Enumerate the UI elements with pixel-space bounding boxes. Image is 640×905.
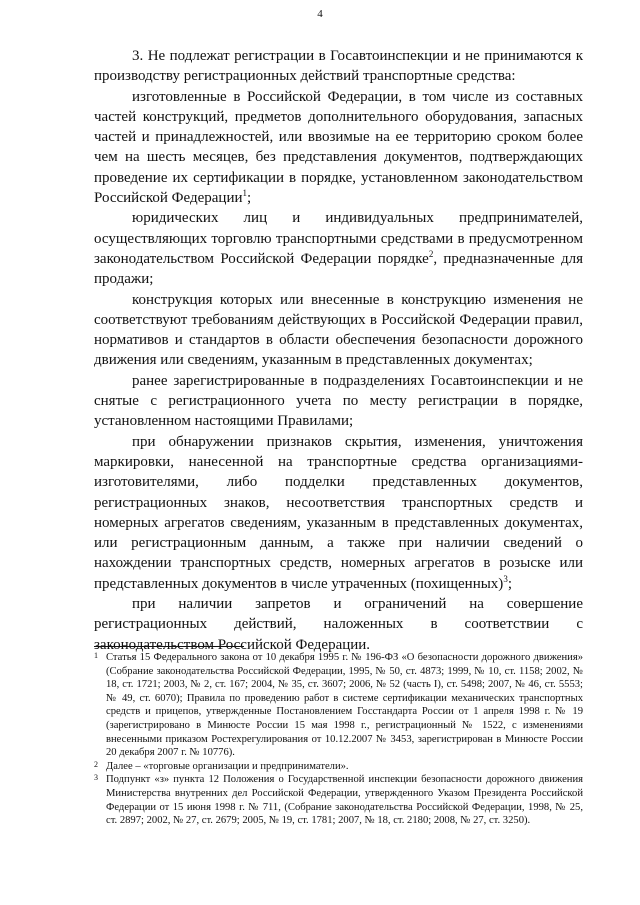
paragraph-5 [94, 371, 583, 432]
paragraph-1 [94, 46, 583, 87]
footnote-ref-2[interactable]: 2 [428, 248, 434, 259]
footnote-1 [94, 651, 583, 760]
footnote-divider [94, 646, 244, 647]
paragraph-text: ранее зарегистрированные в подразделениях Госавтоинспекции и не снятые с регистрационного учета по месту регистрации в порядке, установленном настоящими Правилами; [94, 372, 583, 430]
paragraph-tail: ; [247, 190, 252, 207]
paragraph-2 [94, 87, 583, 209]
paragraph-6 [94, 432, 583, 594]
paragraph-tail: ; [507, 575, 512, 592]
footnote-text: Подпункт «з» пункта 12 Положения о Государственной инспекции безопасности дорожного движения Министерства внутренних дел Российской Федерации, утвержденного Указом Президента Российской Федерации от 15 июня 1998 г. № 711, (Собрание законодательства Российской Федерации, 1998, № 25, ст. 2897; 2002, № 27, ст. 2679; 2005, № 19, ст. 1781; 2007, № 18, ст. 2180; 2008, № 27, ст. 3250). [106, 774, 583, 827]
main-text [94, 46, 583, 655]
footnotes [94, 651, 583, 828]
paragraph-text: юридических лиц и индивидуальных предпринимателей, осуществляющих торговлю транспортными средствами в предусмотренном законодательством Российской Федерации порядке [94, 210, 583, 267]
footnote-3 [94, 773, 583, 827]
page-number: 4 [317, 8, 323, 20]
footnote-ref-3[interactable]: 3 [503, 573, 508, 584]
paragraph-text: при обнаружении признаков скрытия, изменения, уничтожения маркировки, нанесенной на транспортные средства организациями-изготовителями, либо подделки представленных документов, регистрационных знаков, несоответствия транспортных средств и номерных агрегатов сведениям, указанным в представленных документах, или регистрационным данным, а также при наличии сведений о нахождении транспортных средств, номерных агрегатов в розыске или представленных документов в числе утраченных (похищенных) [94, 433, 583, 592]
footnote-text: Статья 15 Федерального закона от 10 декабря 1995 г. № 196-ФЗ «О безопасности дорожного движения» (Собрание законодательства Российской Федерации, 1995, № 50, ст. 4873; 1999, № 10, ст. 1158; 2002, № 18, ст. 1721; 2003, № 2, ст. 167; 2004, № 35, ст. 3607; 2006, № 52 (часть I), ст. 5498; 2007, № 46, ст. 5553; № 49, ст. 6070); Правила по проведению работ в системе сертификации механических транспортных средств и прицепов, утвержденные Постановлением Госстандарта России от 1 апреля 1998 г. № 19 (зарегистрировано в Минюсте России 15 мая 1998 г., регистрационный № 1522, с изменениями внесенными приказом Ростехрегулирования от 10.12.2007 № 3453, зарегистрирован в Минюсте России 20 декабря 2007 г. № 10776). [106, 652, 583, 759]
footnote-ref-1[interactable]: 1 [242, 188, 248, 199]
footnote-mark: 1 [94, 651, 98, 660]
footnote-mark: 2 [94, 759, 98, 769]
paragraph-3 [94, 208, 583, 289]
footnote-mark: 3 [94, 773, 98, 783]
paragraph-text: конструкция которых или внесенные в конструкцию изменения не соответствуют требованиям действующих в Российской Федерации правил, нормативов и стандартов в области обеспечения безопасности дорожного движения или сведениям, указанным в представленных документах; [94, 291, 583, 369]
paragraph-text: 3. Не подлежат регистрации в Госавтоинспекции и не принимаются к производству регистрационных действий транспортные средства: [94, 48, 583, 85]
footnote-2 [94, 760, 583, 774]
paragraph-text: изготовленные в Российской Федерации, в том числе из составных частей конструкций, предметов дополнительного оборудования, запасных частей и принадлежностей, или ввозимые на ее территорию сроком более чем на шесть месяцев, без представления документов, подтверждающих проведение их сертификации в порядке, установленном законодательством Российской Федерации [94, 88, 583, 207]
footnote-text: Далее – «торговые организации и предприниматели». [106, 760, 349, 772]
paragraph-4 [94, 290, 583, 371]
paragraph-tail: , предназначенные для продажи; [94, 250, 583, 288]
paragraph-text: при наличии запретов и ограничений на совершение регистрационных действий, наложенных в соответствии с законодательством Российской Федерации. [94, 596, 583, 653]
